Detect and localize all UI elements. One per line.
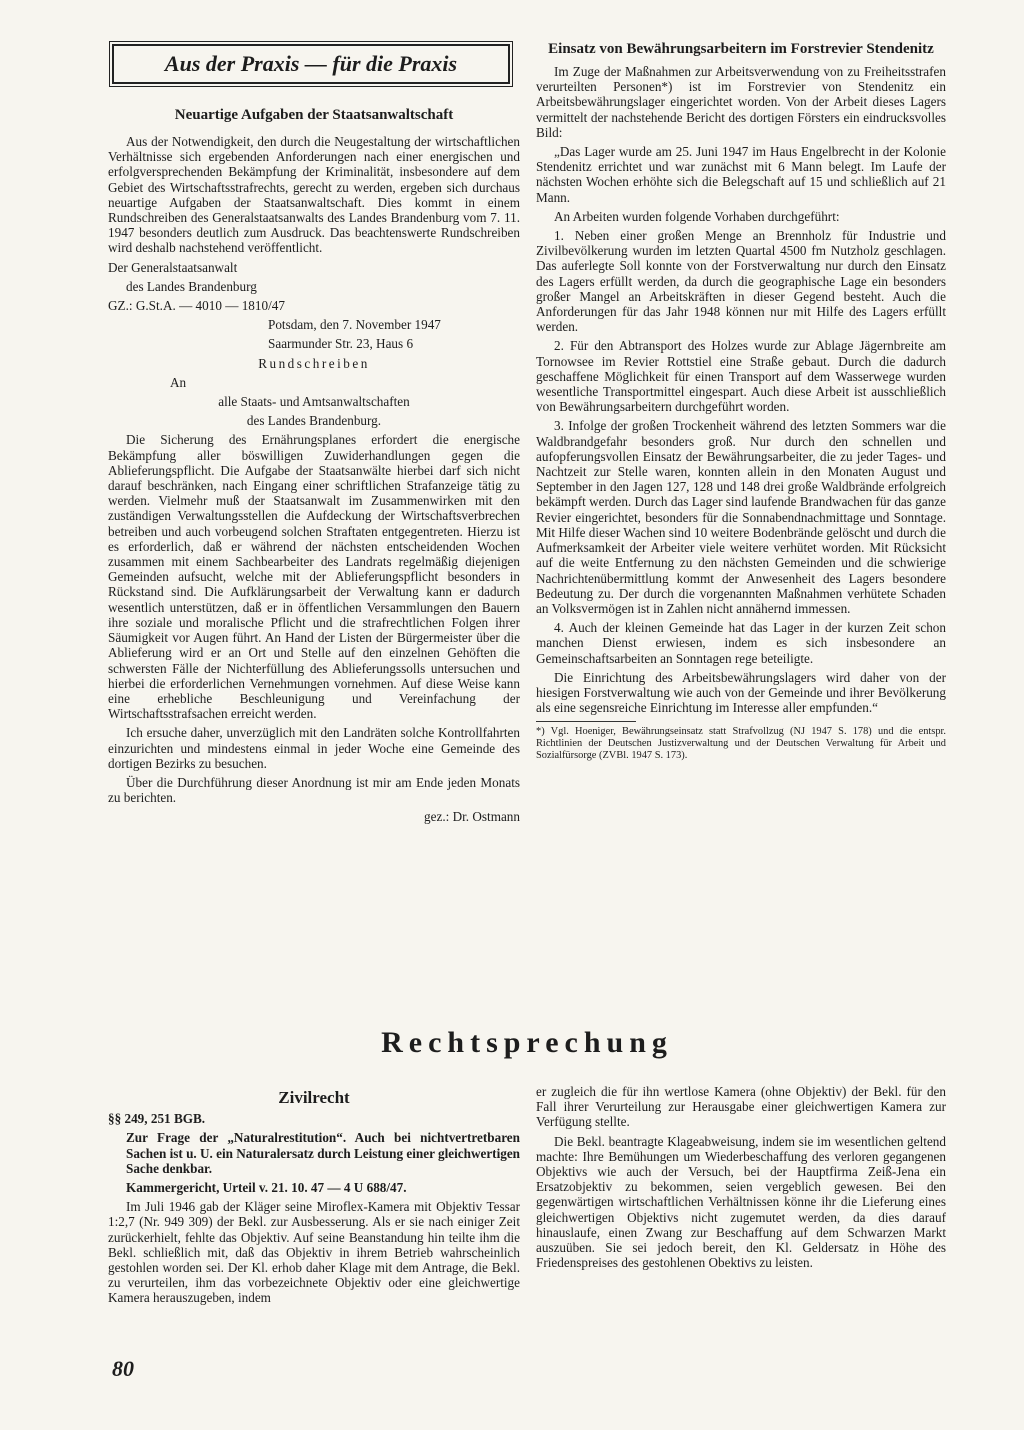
recipient-line: alle Staats- und Amtsanwaltschaften: [218, 394, 410, 410]
case-paragraph: er zugleich die für ihn wertlose Kamera (ohne Objektiv) der Bekl. für den Fall ihrer Verurteilung zur Herausgabe einer gleichwertigen Kamera zur Verfügung stellte.: [536, 1084, 946, 1130]
headnote: Zur Frage der „Naturalrestitution“. Auch bei nichtvertretbaren Sachen ist u. U. ein Naturalersatz durch Leistung einer gleichwertigen Sache denkbar.: [126, 1130, 521, 1176]
body-paragraph: „Das Lager wurde am 25. Juni 1947 im Haus Engelbrecht in der Kolonie Stendenitz errichtet und war zunächst mit 6 Mann belegt. Im Laufe der nächsten Wochen erhöhte sich die Belegschaft auf 15 und schließlich auf 21 Mann.: [536, 144, 946, 205]
document-type: Rundschreiben: [258, 355, 370, 371]
footnote-divider: [536, 721, 636, 722]
article-stendenitz: [536, 40, 946, 762]
article-title: Einsatz von Bewährungsarbeitern im Forstrevier Stendenitz: [548, 41, 934, 57]
body-paragraph: 2. Für den Abtransport des Holzes wurde zur Ablage Jägernbreite am Tornowsee im Revier Rottstiel eine Straße gebaut. Durch die dadurch geschaffene Möglichkeit für einen Transport auf dem Wasserwege wurden wesentliche Transportmittel eingespart. Auch diese Arbeit ist ausschließlich von Bewährungsarbeitern durchgeführt worden.: [536, 338, 946, 415]
body-paragraph: An Arbeiten wurden folgende Vorhaben durchgeführt:: [554, 208, 840, 224]
body-paragraph: Die Sicherung des Ernährungsplanes erfordert die energische Bekämpfung aller böswilligen Zuwiderhandlungen gegen die Ablieferungspflicht. Die Aufgabe der Staatsanwälte hierbei darf sich nicht darauf beschränken, nach Eingang einer schriftlichen Strafanzeige tätig zu werden. Vielmehr muß der Staatsanwalt im Zusammenwirken mit den zuständigen Verwaltungsstellen die Aufdeckung der Wirtschaftsverbrechen betreiben und auch vorbeugend solchen Straftaten entgegentreten. Hierzu ist es erforderlich, daß er während der nächsten entscheidenden Wochen zusammen mit einem Sachbearbeiter des Landrats regelmäßig diejenigen Gemeinden aufsucht, welche mit der Ablieferungspflicht besonders in Rückstand sind. Die Aufklärungsarbeit der Verwaltung kann er dadurch wesentlich unterstützen, daß er in öffentlichen Versammlungen den Bauern ihre soziale und moralische Pflicht und die strafrechtlichen Folgen ihrer Säumigkeit vor Augen führt. An Hand der Listen der Bürgermeister über die Ablieferung wird er an Ort und Stelle auf den einzelnen Gehöften die schwersten Fälle der Nichterfüllung des Ablieferungssolls untersuchen und hierbei die erforderlichen Vernehmungen vornehmen. Auf diese Weise kann eine erhebliche Beschleunigung und Vereinfachung der Wirtschaftsstrafsachen erreicht werden.: [108, 432, 520, 722]
recipient-line: des Landes Brandenburg.: [246, 413, 382, 429]
body-paragraph: Die Einrichtung des Arbeitsbewährungslagers wird daher von der hiesigen Forstverwaltung wie auch von der Gemeinde und ihrer Bevölkerung als eine segensreiche Einrichtung im Interesse aller empfunden.“: [536, 669, 946, 716]
case-paragraph: Im Juli 1946 gab der Kläger seine Miroflex-Kamera mit Objektiv Tessar 1:2,7 (Nr. 949 309) der Bekl. zur Ausbesserung. Als er sie nach einiger Zeit zurückerhielt, fehlte das Objektiv. Auf seine Beanstandung hin teilte ihm die Bekl. schließlich mit, daß das Objektiv in ihrem Betrieb wahrscheinlich gestohlen worden sei. Der Kl. erhob daher Klage mit dem Antrage, die Bekl. zu verurteilen, ihm das vorbezeichnete Objektiv oder eine gleichwertige Kamera herauszugeben, indem: [108, 1199, 520, 1306]
sender-line: Der Generalstaatsanwalt: [108, 259, 238, 275]
section-heading: Rechtsprechung: [381, 1026, 673, 1059]
statute-reference: §§ 249, 251 BGB.: [108, 1111, 206, 1127]
body-paragraph: 3. Infolge der großen Trockenheit während des letzten Sommers war die Waldbrandgefahr besonders groß. Nur durch den schnellen und aufopferungsvollen Einsatz der Bewährungsarbeiter, die zu jeder Tages- und Nachtzeit zur Stelle waren, konnten allein in den Monaten August und September in den Jagen 127, 128 und 148 drei große Waldbrände erfolgreich bekämpft werden. Durch das Lager sind laufende Brandwachen für das ganze Revier eingerichtet, besonders für die Sonnabendnachmittage und Sonntage. Mit Hilfe dieser Wachen sind 10 weitere Bodenbrände gelöscht und durch die Aufmerksamkeit der Arbeiter viele weitere verhütet worden. Mit Rücksicht auf die weite Entfernung zu den nächsten Gemeinden und die schwierige Nachrichtenübermittlung kommt der Anwesenheit des Lagers besondere Bedeutung zu. Der durch die vorgenannten Maßnahmen verhütete Schaden an Volksvermögen ist in Zahlen nicht annähernd immessen.: [536, 418, 946, 616]
case-left-column: [108, 1090, 520, 1306]
case-paragraph: Die Bekl. beantragte Klageabweisung, indem sie im wesentlichen geltend machte: Ihre Bemühungen um Wiederbeschaffung des verloren gegangenen Objektivs wie auch der Versuch, bei der Hauptfirma Zeiß-Jena ein Ersatzobjektiv zu bekommen, seien vergeblich gewesen. Bei den gegenwärtigen wirtschaftlichen Verhältnissen könne ihr die Lieferung eines gleichwertigen Objektivs nicht zugemutet werden, da dies darauf hinauslaufe, einen Zwang zur Beschaffung auf dem Schwarzen Markt auszuüben. Sie sei jedoch bereit, den Kl. Geldersatz in Höhe des Friedenspreises des gestohlenen Obektivs zu leisten.: [536, 1133, 946, 1271]
signature: gez.: Dr. Ostmann: [424, 809, 520, 825]
address: Saarmunder Str. 23, Haus 6: [268, 336, 414, 352]
article-staatsanwaltschaft: [108, 106, 520, 825]
court-citation: Kammergericht, Urteil v. 21. 10. 47 — 4 U 688/47.: [126, 1180, 407, 1196]
subsection-heading: Zivilrecht: [278, 1088, 350, 1107]
article-intro: Aus der Notwendigkeit, den durch die Neugestaltung der wirtschaftlichen Verhältnisse sich ergebenden Anforderungen nach einer energischen und erfolgversprechenden Bekämpfung der Kriminalität, insbesondere auf dem Gebiet des Wirtschaftsstrafrechts, gerecht zu werden, ergeben sich durchaus neuartige Aufgaben der Staatsanwaltschaft. Dies kommt in einem Rundschreiben des Generalstaatsanwalts des Landes Brandenburg vom 7. 11. 1947 besonders deutlich zum Ausdruck. Das beachtenswerte Rundschreiben wird deshalb nachstehend veröffentlicht.: [108, 134, 520, 256]
case-right-column: [536, 1084, 946, 1270]
recipient-prefix: An: [170, 374, 187, 390]
body-paragraph: 4. Auch der kleinen Gemeinde hat das Lager in der kurzen Zeit schon manchen Dienst erwiesen, indem es sich insbesondere an Gemeinschaftsarbeiten an Sonntagen rege beteiligte.: [536, 620, 946, 666]
rubric-box: Aus der Praxis — für die Praxis: [112, 44, 510, 84]
article-title: Neuartige Aufgaben der Staatsanwaltschaft: [174, 107, 454, 123]
body-paragraph: Ich ersuche daher, unverzüglich mit den Landräten solche Kontrollfahrten einzurichten und mindestens einmal in jeder Woche eine Gemeinde des dortigen Bezirks zu besuchen.: [108, 725, 520, 771]
page-number: 80: [112, 1356, 134, 1381]
reference-number: GZ.: G.St.A. — 4010 — 1810/47: [108, 298, 285, 314]
body-paragraph: 1. Neben einer großen Menge an Brennholz für Industrie und Zivilbevölkerung wurden im letzten Quartal 4500 fm Nutzholz geschlagen. Das auferlegte Soll konnte von der Forstverwaltung nur durch den Einsatz des Lagers erfüllt werden, da durch die geographische Lage ein besonders großer Mangel an Arbeitskräften in dieser Gegend besteht. Auch die Anforderungen für das Jahr 1948 können nur mit Hilfe des Lagers erfüllt werden.: [536, 228, 946, 335]
body-paragraph: Über die Durchführung dieser Anordnung ist mir am Ende jeden Monats zu berichten.: [108, 774, 520, 806]
body-paragraph: Im Zuge der Maßnahmen zur Arbeitsverwendung von zu Freiheitsstrafen verurteilten Personen*) ist im Forstrevier von Stendenitz ein Arbeitsbewährungslager eingerichtet worden. Von der Arbeit dieses Lagers vermittelt der nachstehende Bericht des dortigen Försters ein eindrucksvolles Bild:: [536, 64, 946, 140]
sender-line: des Landes Brandenburg: [126, 278, 257, 294]
footnote: *) Vgl. Hoeniger, Bewährungseinsatz statt Strafvollzug (NJ 1947 S. 178) und die entspr. Richtlinien der Deutschen Justizverwaltung und der Deutschen Verwaltung für Arbeit und Sozialfürsorge (ZVBl. 1947 S. 173).: [536, 726, 946, 762]
place-date: Potsdam, den 7. November 1947: [268, 317, 441, 333]
